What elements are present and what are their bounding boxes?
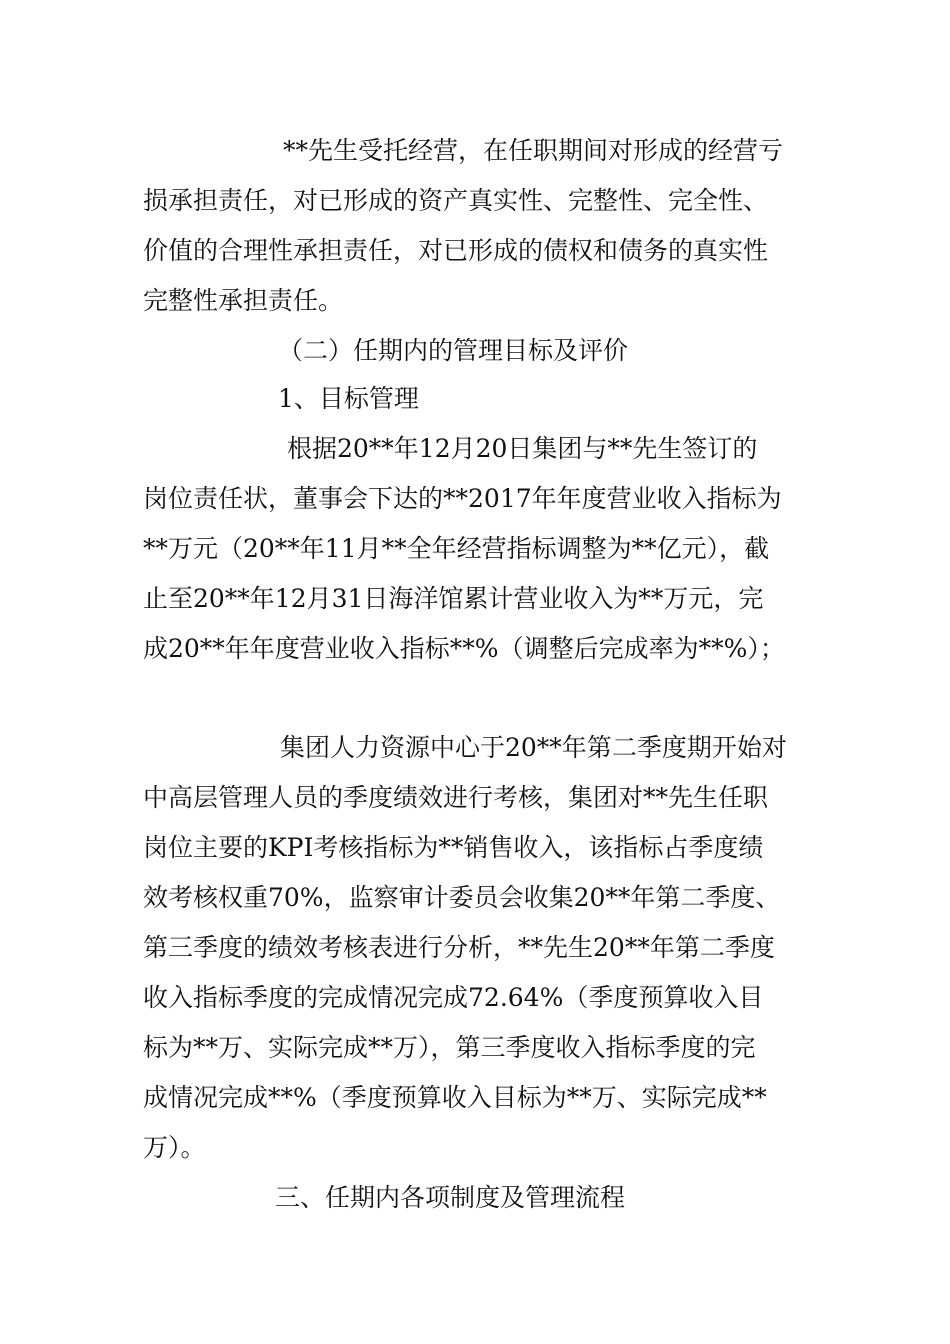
section-heading-2: （二）任期内的管理目标及评价 — [278, 336, 629, 365]
para3-line-5: 第三季度的绩效考核表进行分析，**先生20**年第二季度 — [143, 933, 775, 962]
para1-line-1: **先生受托经营，在任职期间对形成的经营亏 — [283, 136, 784, 165]
para1-line-4: 完整性承担责任。 — [143, 286, 344, 315]
para2-line-1: 根据20**年12月20日集团与**先生签订的 — [287, 434, 758, 463]
para2-line-2: 岗位责任状，董事会下达的**2017年年度营业收入指标为 — [143, 484, 782, 513]
para3-line-1: 集团人力资源中心于20**年第二季度期开始对 — [280, 733, 787, 762]
para2-line-5: 成20**年年度营业收入指标**%（调整后完成率为**%）； — [143, 634, 785, 663]
para3-line-4: 效考核权重70%，监察审计委员会收集20**年第二季度、 — [143, 883, 781, 912]
para3-line-7: 标为**万、实际完成**万），第三季度收入指标季度的完 — [143, 1033, 756, 1062]
para3-line-8: 成情况完成**%（季度预算收入目标为**万、实际完成** — [143, 1083, 767, 1112]
section-heading-3: 三、任期内各项制度及管理流程 — [275, 1183, 626, 1212]
para3-line-9: 万）。 — [143, 1133, 206, 1162]
para3-line-3: 岗位主要的KPI考核指标为**销售收入，该指标占季度绩 — [143, 833, 764, 862]
para3-line-2: 中高层管理人员的季度绩效进行考核，集团对**先生任职 — [143, 783, 769, 812]
para1-line-2: 损承担责任，对已形成的资产真实性、完整性、完全性、 — [143, 186, 769, 215]
para3-line-6: 收入指标季度的完成情况完成72.64%（季度预算收入目 — [143, 983, 764, 1012]
subsection-heading-1: 1、目标管理 — [278, 384, 419, 413]
para2-line-4: 止至20**年12月31日海洋馆累计营业收入为**万元，完 — [143, 584, 764, 613]
para2-line-3: **万元（20**年11月**全年经营指标调整为**亿元），截 — [143, 534, 770, 563]
para1-line-3: 价值的合理性承担责任，对已形成的债权和债务的真实性 — [143, 236, 769, 265]
